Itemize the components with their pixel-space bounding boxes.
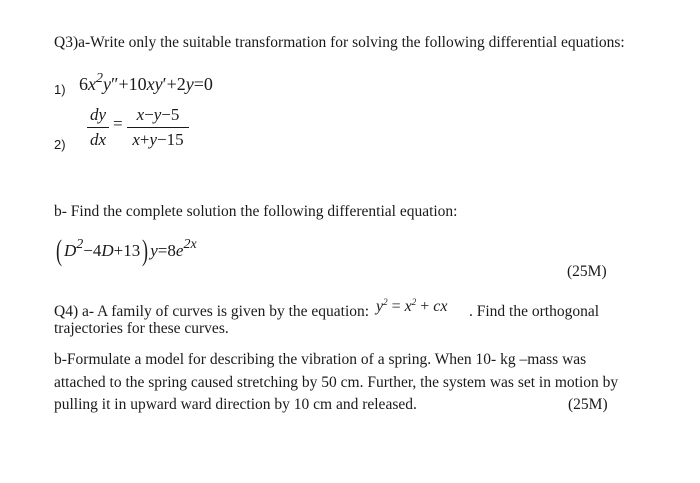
- equation-2-rhs-fraction: x−y−5 x+y−15: [127, 105, 189, 150]
- equation-1-number: 1): [54, 82, 66, 97]
- equation-2-lhs-fraction: dy dx: [87, 105, 109, 150]
- q4-part-a-prefix: Q4) a- A family of curves is given by the equation:: [54, 303, 370, 320]
- q4-part-b-line-3: pulling it in upward ward direction by 10 cm and released.: [54, 396, 417, 413]
- q3-part-b: b- Find the complete solution the following differential equation:: [54, 203, 458, 220]
- equation-2-equals: =: [113, 114, 123, 133]
- equation-1: $6x^2y''+10xy'+2y=0$: [79, 71, 213, 94]
- equation-4: $y^2 = x^2$ + cx: [376, 297, 448, 315]
- equation-2-number: 2): [54, 137, 66, 152]
- q4-part-a-suffix: . Find the orthogonal: [469, 303, 600, 320]
- q4-part-b-line-2: attached to the spring caused stretching by 50 cm. Further, the system was set in motion by: [54, 374, 619, 391]
- q4-part-a-line-2: trajectories for these curves.: [54, 320, 229, 337]
- q3-marks: (25M): [567, 263, 607, 280]
- q4-part-b-line-1: b-Formulate a model for describing the vibration of a spring. When 10- kg –mass was: [54, 351, 587, 368]
- equation-3: ( $D^2-4D+13$) $y=8e^{2x}$: [56, 234, 197, 267]
- q3-title: Q3)a-Write only the suitable transformation for solving the following differential equations:: [54, 34, 625, 51]
- q4-marks: (25M): [568, 396, 608, 413]
